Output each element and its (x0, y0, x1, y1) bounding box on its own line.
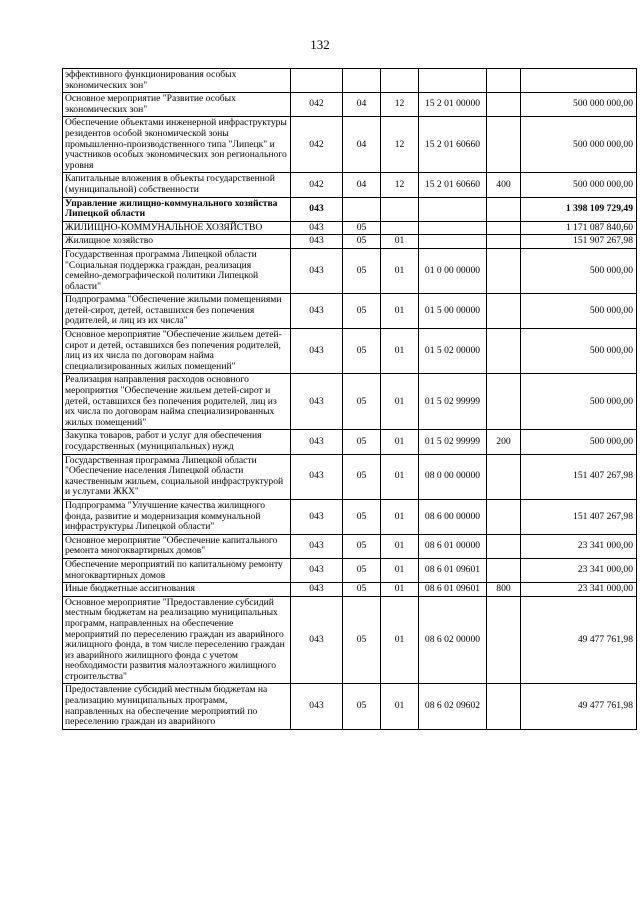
table-row (63, 430, 637, 454)
cell-section: 04 (343, 173, 381, 197)
cell-expense-type: 800 (487, 583, 521, 597)
cell-subsection: 12 (381, 173, 419, 197)
cell-amount: 23 341 000,00 (521, 534, 637, 558)
cell-name: Иные бюджетные ассигнования (63, 583, 291, 597)
cell-subsection: 01 (381, 374, 419, 430)
cell-name: Обеспечение объектами инженерной инфраструктуры резидентов особой экономической зоны промышленно-производственного типа "Липецк" и участников особых экономических зон регионального уровня (63, 117, 291, 173)
cell-name: Управление жилищно-коммунального хозяйства Липецкой области (63, 197, 291, 221)
cell-amount: 500 000 000,00 (521, 173, 637, 197)
cell-admin-code: 043 (291, 684, 343, 729)
cell-admin-code: 043 (291, 430, 343, 454)
cell-admin-code: 043 (291, 235, 343, 249)
table-row (63, 499, 637, 534)
cell-target-article: 01 5 02 99999 (419, 430, 487, 454)
budget-table (62, 68, 637, 730)
table-row (63, 173, 637, 197)
cell-target-article: 08 6 02 00000 (419, 596, 487, 684)
cell-admin-code: 043 (291, 534, 343, 558)
cell-section: 04 (343, 117, 381, 173)
cell-admin-code: 043 (291, 454, 343, 499)
table-row (63, 235, 637, 249)
cell-target-article: 08 6 01 09601 (419, 583, 487, 597)
cell-amount: 23 341 000,00 (521, 558, 637, 582)
cell-expense-type (487, 235, 521, 249)
cell-name: Основное мероприятие "Обеспечение жильем детей-сирот и детей, оставшихся без попечения родителей, лиц из их числа по договорам найма специализированных жилых помещений" (63, 329, 291, 374)
cell-expense-type (487, 596, 521, 684)
cell-target-article: 15 2 01 60660 (419, 173, 487, 197)
cell-subsection (381, 197, 419, 221)
table-row (63, 454, 637, 499)
cell-admin-code: 043 (291, 221, 343, 235)
cell-section: 05 (343, 454, 381, 499)
cell-amount: 1 398 109 729,49 (521, 197, 637, 221)
cell-target-article: 08 6 02 09602 (419, 684, 487, 729)
cell-amount: 151 407 267,98 (521, 454, 637, 499)
cell-expense-type (487, 69, 521, 93)
cell-subsection: 01 (381, 430, 419, 454)
cell-section: 05 (343, 221, 381, 235)
cell-subsection: 12 (381, 117, 419, 173)
cell-admin-code: 043 (291, 558, 343, 582)
cell-target-article: 08 6 01 09601 (419, 558, 487, 582)
table-row (63, 197, 637, 221)
cell-amount: 49 477 761,98 (521, 684, 637, 729)
cell-target-article (419, 69, 487, 93)
cell-admin-code: 043 (291, 294, 343, 329)
cell-admin-code: 043 (291, 583, 343, 597)
cell-target-article: 01 0 00 00000 (419, 248, 487, 293)
cell-subsection: 01 (381, 235, 419, 249)
cell-amount: 500 000,00 (521, 294, 637, 329)
cell-subsection: 01 (381, 534, 419, 558)
cell-admin-code: 043 (291, 499, 343, 534)
cell-expense-type (487, 221, 521, 235)
table-row (63, 374, 637, 430)
cell-section (343, 197, 381, 221)
cell-expense-type: 200 (487, 430, 521, 454)
cell-section: 05 (343, 684, 381, 729)
cell-section: 05 (343, 294, 381, 329)
cell-target-article (419, 197, 487, 221)
cell-admin-code: 043 (291, 197, 343, 221)
cell-amount: 500 000 000,00 (521, 117, 637, 173)
cell-name: Основное мероприятие "Предоставление субсидий местным бюджетам на реализацию муниципальных программ, направленных на обеспечение мероприятий по переселению граждан из аварийного жилищного фонда, в том числе переселению граждан из аварийного жилищного фонда с учетом необходимости развития малоэтажного жилищного строительства" (63, 596, 291, 684)
cell-admin-code: 043 (291, 248, 343, 293)
table-row (63, 329, 637, 374)
cell-target-article: 08 6 01 00000 (419, 534, 487, 558)
cell-name: Государственная программа Липецкой области "Обеспечение населения Липецкой области качественным жильем, социальной инфраструктурой и услугами ЖКХ" (63, 454, 291, 499)
cell-expense-type (487, 534, 521, 558)
cell-subsection: 01 (381, 454, 419, 499)
table-row (63, 534, 637, 558)
cell-subsection: 01 (381, 583, 419, 597)
cell-section: 05 (343, 558, 381, 582)
cell-subsection: 01 (381, 684, 419, 729)
cell-name: Подпрограмма "Улучшение качества жилищного фонда, развитие и модернизация коммунальной инфраструктуры Липецкой области" (63, 499, 291, 534)
cell-expense-type (487, 558, 521, 582)
cell-target-article (419, 235, 487, 249)
table-row (63, 596, 637, 684)
cell-target-article: 08 6 00 00000 (419, 499, 487, 534)
cell-subsection: 01 (381, 329, 419, 374)
table-row (63, 221, 637, 235)
cell-amount: 500 000 000,00 (521, 93, 637, 117)
cell-target-article (419, 221, 487, 235)
cell-name: Реализация направления расходов основного мероприятия "Обеспечение жильем детей-сирот и детей, оставшихся без попечения родителей, лиц из их числа по договорам найма специализированных жилых помещений" (63, 374, 291, 430)
cell-target-article: 01 5 00 00000 (419, 294, 487, 329)
cell-expense-type (487, 374, 521, 430)
cell-name: Капитальные вложения в объекты государственной (муниципальной) собственности (63, 173, 291, 197)
cell-section: 05 (343, 374, 381, 430)
table-row (63, 117, 637, 173)
cell-expense-type (487, 197, 521, 221)
cell-admin-code (291, 69, 343, 93)
table-row (63, 69, 637, 93)
cell-name: Обеспечение мероприятий по капитальному ремонту многоквартирных домов (63, 558, 291, 582)
cell-name: Жилищное хозяйство (63, 235, 291, 249)
cell-section (343, 69, 381, 93)
cell-expense-type (487, 329, 521, 374)
cell-admin-code: 042 (291, 173, 343, 197)
cell-subsection: 01 (381, 558, 419, 582)
table-row (63, 93, 637, 117)
cell-subsection (381, 221, 419, 235)
cell-expense-type (487, 294, 521, 329)
cell-section: 05 (343, 248, 381, 293)
cell-amount: 1 171 087 840,60 (521, 221, 637, 235)
cell-subsection: 01 (381, 596, 419, 684)
cell-expense-type (487, 684, 521, 729)
table-row (63, 583, 637, 597)
cell-name: эффективного функционирования особых экономических зон" (63, 69, 291, 93)
cell-expense-type (487, 248, 521, 293)
cell-name: Государственная программа Липецкой области "Социальная поддержка граждан, реализация семейно-демографической политики Липецкой области" (63, 248, 291, 293)
cell-target-article: 15 2 01 60660 (419, 117, 487, 173)
table-row (63, 558, 637, 582)
cell-expense-type: 400 (487, 173, 521, 197)
cell-expense-type (487, 454, 521, 499)
cell-amount: 49 477 761,98 (521, 596, 637, 684)
cell-name: ЖИЛИЩНО-КОММУНАЛЬНОЕ ХОЗЯЙСТВО (63, 221, 291, 235)
cell-target-article: 01 5 02 00000 (419, 329, 487, 374)
cell-target-article: 15 2 01 00000 (419, 93, 487, 117)
cell-admin-code: 042 (291, 93, 343, 117)
cell-subsection: 12 (381, 93, 419, 117)
cell-name: Предоставление субсидий местным бюджетам на реализацию муниципальных программ, направленных на обеспечение мероприятий по переселению граждан из аварийного (63, 684, 291, 729)
cell-section: 05 (343, 499, 381, 534)
cell-admin-code: 043 (291, 596, 343, 684)
cell-amount: 151 907 267,98 (521, 235, 637, 249)
cell-expense-type (487, 499, 521, 534)
page-number: 132 (310, 37, 330, 52)
cell-name: Основное мероприятие "Развитие особых экономических зон" (63, 93, 291, 117)
table-row (63, 294, 637, 329)
table-row (63, 248, 637, 293)
cell-admin-code: 043 (291, 329, 343, 374)
cell-subsection: 01 (381, 248, 419, 293)
cell-subsection: 01 (381, 499, 419, 534)
cell-name: Подпрограмма "Обеспечение жилыми помещениями детей-сирот, детей, оставшихся без попечения родителей, и лиц из их числа" (63, 294, 291, 329)
cell-amount: 500 000,00 (521, 430, 637, 454)
cell-subsection (381, 69, 419, 93)
cell-amount: 151 407 267,98 (521, 499, 637, 534)
cell-expense-type (487, 117, 521, 173)
cell-expense-type (487, 93, 521, 117)
cell-section: 05 (343, 430, 381, 454)
cell-amount (521, 69, 637, 93)
cell-section: 05 (343, 596, 381, 684)
cell-section: 05 (343, 329, 381, 374)
cell-section: 05 (343, 583, 381, 597)
cell-section: 05 (343, 235, 381, 249)
cell-admin-code: 043 (291, 374, 343, 430)
cell-amount: 23 341 000,00 (521, 583, 637, 597)
cell-name: Основное мероприятие "Обеспечение капитального ремонта многоквартирных домов" (63, 534, 291, 558)
cell-subsection: 01 (381, 294, 419, 329)
cell-target-article: 01 5 02 99999 (419, 374, 487, 430)
cell-amount: 500 000,00 (521, 374, 637, 430)
cell-amount: 500 000,00 (521, 329, 637, 374)
cell-target-article: 08 0 00 00000 (419, 454, 487, 499)
cell-admin-code: 042 (291, 117, 343, 173)
table-row (63, 684, 637, 729)
cell-section: 05 (343, 534, 381, 558)
cell-amount: 500 000,00 (521, 248, 637, 293)
cell-name: Закупка товаров, работ и услуг для обеспечения государственных (муниципальных) нужд (63, 430, 291, 454)
cell-section: 04 (343, 93, 381, 117)
